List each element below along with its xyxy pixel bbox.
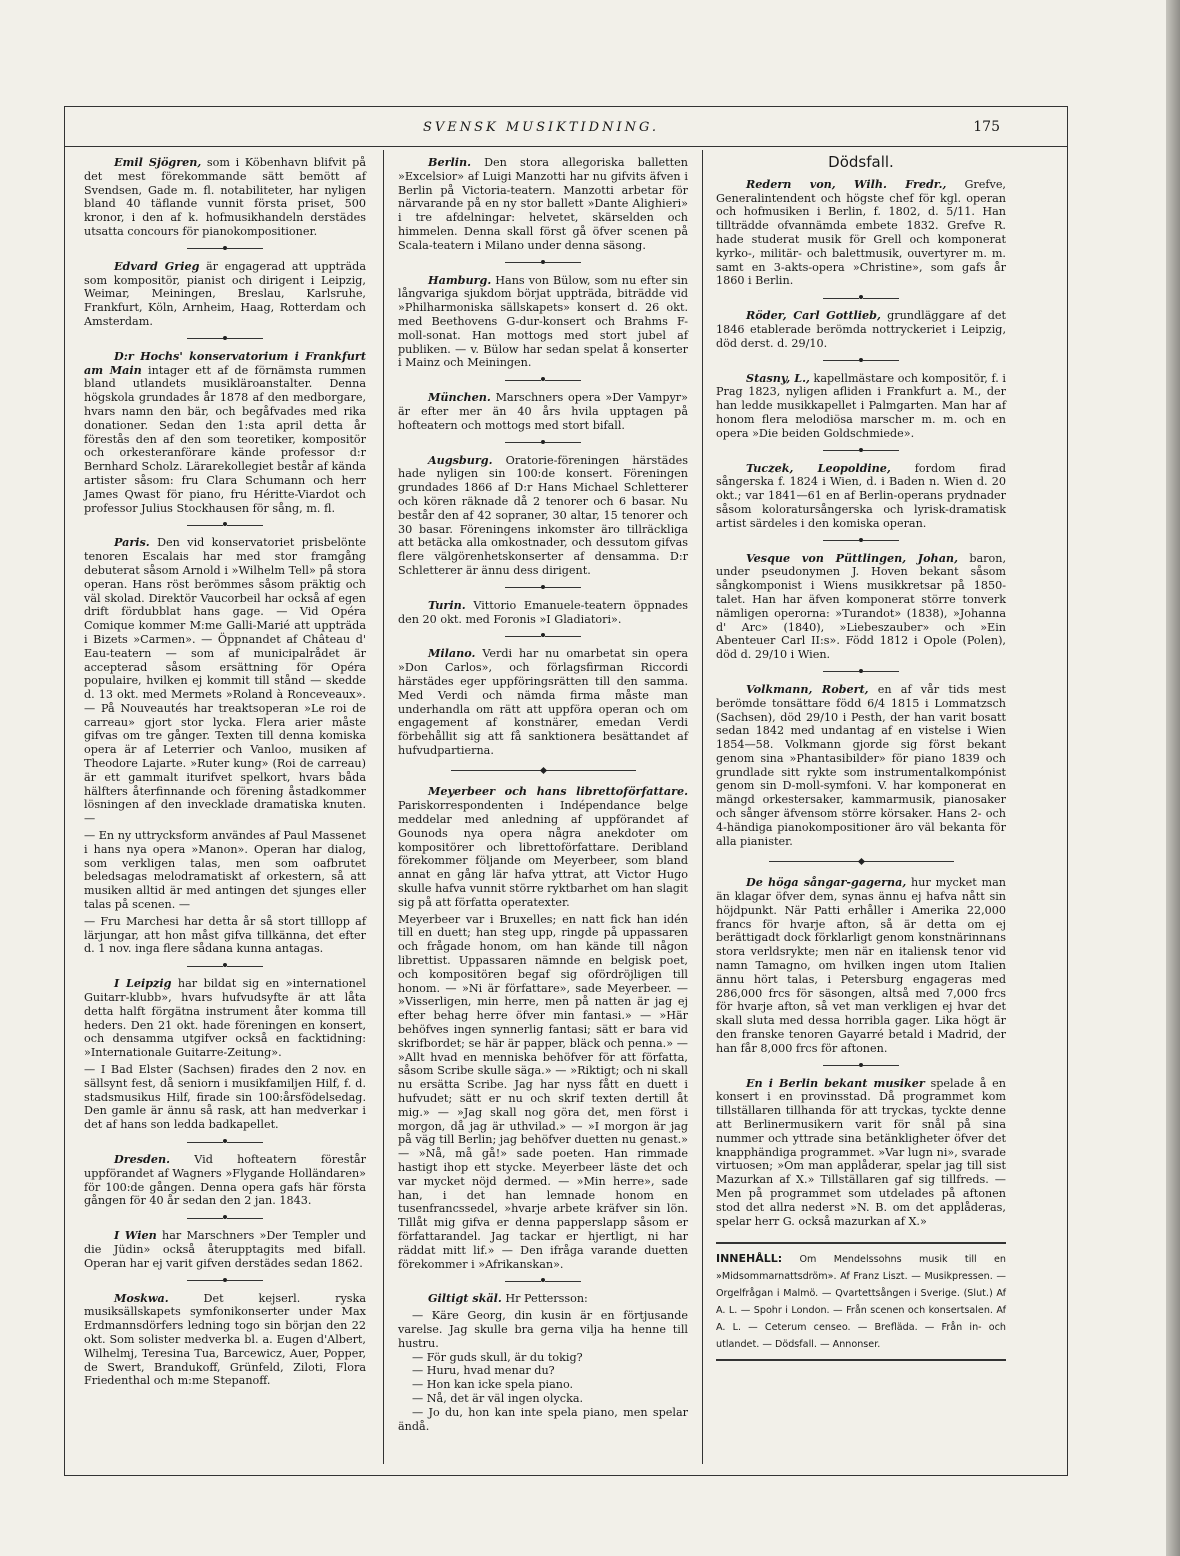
article-paragraph bbox=[716, 552, 1006, 662]
article-heading: Moskwa. bbox=[114, 1290, 169, 1305]
article-heading: De höga sångar-gagerna, bbox=[746, 875, 907, 890]
article-text: — En ny uttrycksform användes af Paul Massenet i hans nya opera »Manon». Operan har dialog, som verkligen talas, men som oafbrutet beledsagas melodramatiskt af orkestern, så att musiken alltid är med antingen det sjunges eller talas på scenen. — bbox=[84, 829, 366, 912]
article-paragraph bbox=[398, 913, 688, 1272]
misc-articles bbox=[716, 876, 1006, 1228]
article-text: Den stora allegoriska balletten »Excelsior» af Luigi Manzotti har nu gifvits äfven i Berlin på Victoria-teatern. Manzotti arbetar för närvarande på en ny stor ballett »Dante Alighieri» i tre afdelningar: helvetet, skärselden och himmelen. Denna skall först gå öfver scenen på Scala-teatern i Milano under denna säsong. bbox=[398, 156, 688, 252]
article-paragraph bbox=[84, 915, 366, 956]
column-divider-1 bbox=[383, 150, 384, 1464]
dialogue-line: — Hon kan icke spela piano. bbox=[412, 1378, 574, 1392]
article-text: som i Köbenhavn blifvit på det mest förekommande sätt bemött af Svendsen, Gade m. fl. notabiliteter, har nyligen bland 40 täflande vunnit första priset, 500 kronor, i den af k. hofmusikhandeln derstädes utsatta concours för pianokompositioner. bbox=[84, 156, 366, 238]
article-text: Det kejserl. ryska musiksällskapets symfonikonserter under Max Erdmannsdörfers ledning togo sin början den 22 okt. Som solister medverka bl. a. Eugen d'Albert, Wilhelmj, Teresina Tua, Barcewicz, Auer, Popper, de Swert, Brandukoff, Grünfeld, Ziloti, Flora Friedenthal och m:me Stepanoff. bbox=[84, 1291, 366, 1388]
column-2 bbox=[398, 156, 688, 1436]
article-heading: Volkmann, Robert, bbox=[746, 681, 869, 696]
article-text: Marschners opera »Der Vampyr» är efter mer än 40 års hvila upptagen på hofteatern och mottogs med stort bifall. bbox=[398, 391, 688, 432]
article-paragraph bbox=[84, 977, 366, 1060]
article-separator bbox=[716, 665, 1006, 678]
page-edge-shadow bbox=[1166, 0, 1180, 1556]
article-text: Verdi har nu omarbetat sin opera »Don Carlos», och förlagsfirman Riccordi härstädes eger uppföringsrätten till den samma. Med Verdi och nämda firma måste man underhandla om rätt att uppföra operan och om engagement af konstnärer, emedan Verdi förbehållit sig att få sanktionera besättandet af hufvudpartierna. bbox=[398, 647, 688, 757]
toc-heading: INNEHÅLL: bbox=[716, 1252, 783, 1266]
dialogue-line: — Nå, det är väl ingen olycka. bbox=[412, 1391, 584, 1405]
article-text: — Fru Marchesi har detta år så stort tilllopp af lärjungar, att hon måst gifva tillkänna, det efter d. 1 nov. inga flere sådana kunna antagas. bbox=[84, 914, 366, 956]
article-separator bbox=[398, 1274, 688, 1287]
article-heading: Augsburg. bbox=[428, 452, 493, 467]
article-paragraph bbox=[84, 1153, 366, 1208]
article-heading: Emil Sjögren, bbox=[114, 155, 202, 169]
article-heading: En i Berlin bekant musiker bbox=[746, 1075, 925, 1090]
article-paragraph bbox=[398, 156, 688, 253]
article-separator bbox=[398, 373, 688, 386]
article-separator bbox=[84, 518, 366, 531]
article-heading: Berlin. bbox=[428, 155, 471, 169]
article-text: spelade å en konsert i en provinsstad. Då programmet kom tillställaren tillhanda för att tryckas, tyckte denne att Berlinermusikern varit för snål på sina nummer och yttrade sina betänkligheter öfver det knapphändiga programmet. »Var lugn ni», svarade virtuosen; »Om man applåderar, spelar jag till sist Mazurkan af X.» Tillställaren gaf sig tillfreds. — Men på programmet som utdelades på aftonen stod det allra nederst »N. B. om det applåderas, spelar herr G. också mazurkan af X.» bbox=[716, 1076, 1006, 1228]
article-paragraph bbox=[716, 1077, 1006, 1229]
article-text: Den vid konservatoriet prisbelönte tenoren Escalais har med stor framgång debuterat såsom Arnold i »Wilhelm Tell» på stora operan. Hans röst berömmes såsom präktig och väl skolad. Direktör Vaucorbeil har också af egen drift fördubblat hans gage. — Vid Opéra Comique kommer M:me Galli-Marié att uppträda i Bizets »Carmen». — Öppnandet af Château d' Eau-teatern — som af municipalrådet är accepterad såsom ersättning för Opéra populaire, hvilken ej kommit till stånd — skedde d. 13 okt. med Mermets »Roland à Ronceveaux». — På Nouveautés har treaktsoperan »Le roi de carreau» gjort stor lycka. Flera arier måste gifvas om tre gånger. Texten till denna komiska opera är af Leterrier och Vanloo, musiken af Theodore Lajarte. »Ruter kung» (Roi de carreau) är ett gammalt iturifvet spelkort, hvars båda hälfters återfinnande och förening åstadkommer lösningen af den invecklade dramatiska knuten. — bbox=[84, 536, 366, 826]
article-paragraph bbox=[716, 683, 1006, 849]
article-heading: I Wien bbox=[114, 1228, 157, 1243]
article-paragraph bbox=[84, 1229, 366, 1270]
article-text: har bildat sig en »internationel Guitarr-klubb», hvars hufvudsyfte är att låta detta halft förgätna instrument åter komma till heders. Den 21 okt. hade föreningen en konsert, och densamma utgifver också en facktidning: »Internationale Guitarre-Zeitung». bbox=[84, 977, 366, 1060]
article-paragraph bbox=[398, 274, 688, 371]
article-heading: Tuczek, Leopoldine, bbox=[746, 460, 891, 475]
article-text: — I Bad Elster (Sachsen) firades den 2 nov. en sällsynt fest, då seniorn i musikfamiljen Hilf, f. d. stadsmusikus Hilf, firade sin 100:årsfödelsedag. Den gamle är ännu så rask, att han medverkar i det af hans son ledda badkapellet. bbox=[84, 1063, 366, 1132]
article-text: kapellmästare och kompositör, f. i Prag 1823, nyligen afliden i Frankfurt a. M., der han ledde musikkapellet i Palmgarten. Man har af honom flera melodiösa marscher m. m. och en opera »Die beiden Goldschmiede». bbox=[716, 371, 1006, 440]
dialogue-line: — Huru, hvad menar du? bbox=[412, 1364, 555, 1378]
article-text: hur mycket man än klagar öfver dem, synas ännu ej hafva nått sin höjdpunkt. När Patti erhåller i Amerika 22,000 francs för hvarje afton, så är detta om ej berättigadt dock förklarligt genom konstnärinnans stora verldsrykte; men när en italiensk tenor vid namn Tamagno, om hvilken ingen utom Italien ännu hört talas, i Petersburg engageras med 286,000 frcs för säsongen, altså med 7,000 frcs för hvarje afton, så vet man verkligen ej hvar det skall sluta med dessa horribla gager. Lika högt är den franske tenoren Gayarré betald i Madrid, der han får 8,000 frcs för aftonen. bbox=[716, 876, 1006, 1055]
article-separator bbox=[84, 959, 366, 972]
article-heading: München. bbox=[428, 390, 491, 405]
article-heading: D:r Hochs' konservatorium i Frankfurt am Main bbox=[84, 348, 366, 377]
article-paragraph bbox=[84, 1292, 366, 1389]
article-heading: Hamburg. bbox=[428, 272, 492, 287]
article-separator bbox=[84, 332, 366, 345]
article-text: Vittorio Emanuele-teatern öppnades den 20 okt. med Foronis »I Gladiatori». bbox=[398, 598, 688, 626]
section-separator bbox=[716, 854, 1006, 868]
page-header bbox=[82, 116, 1000, 140]
article-paragraph bbox=[84, 260, 366, 329]
article-text: fordom firad sångerska f. 1824 i Wien, d. i Baden n. Wien d. 20 okt.; var 1841—61 en af Berlin-operans prydnader såsom koloratursångerska och lyrisk-dramatisk artist särdeles i den komiska operan. bbox=[716, 461, 1006, 530]
article-separator bbox=[398, 581, 688, 594]
article-paragraph bbox=[716, 178, 1006, 288]
article-separator bbox=[84, 242, 366, 255]
article-paragraph bbox=[398, 454, 688, 578]
article-paragraph bbox=[398, 1292, 688, 1306]
article-text: en af vår tids mest berömde tonsättare född 6/4 1815 i Lommatzsch (Sachsen), död 29/10 i Pesth, der han varit bosatt sedan 1842 med undantag af en vistelse i Wien 1854—58. Volkmann gjorde sig först bekant genom sina »Phantasibilder» för piano 1839 och grundlade sitt rykte som instrumentalkompónist genom sin D-moll-symfoni. V. har komponerat en mängd orkestersaker, kammarmusik, pianosaker och sånger äfvensom större körsaker. Hans 2- och 4-händiga pianokompositioner äro väl bekanta för alla pianister. bbox=[716, 682, 1006, 848]
article-separator bbox=[716, 534, 1006, 547]
article-text: Meyerbeer var i Bruxelles; en natt fick han idén till en duett; han steg upp, ringde på uppassaren och frågade honom, om han kände till någon librettist. Uppassaren nämnde en belgisk poet, och kompositören begaf sig ofördröjligen till honom. — »Ni är författare», sade Meyerbeer. — »Visserligen, min herre, men på natten är jag ej efter behag herre öfver min fantasi.» — »Här behöfves ingen synnerlig fantasi; sätt er bara vid skrifbordet; se här är papper, bläck och penna.» — »Allt hvad en menniska behöfver för att författa, såsom Scribe skulle säga.» — »Riktigt; och ni skall nu ersätta Scribe. Jag har nyss fått en duett i hufvudet; sätt er nu och skrif texten dertill åt mig.» — »Jag skall nog göra det, men först i morgon, då jag är uthvilad.» — »I morgon är jag på väg till Berlin; jag behöfver duetten nu genast.» — »Nå, må gå!» sade poeten. Han rimmade hastigt ihop ett stycke. Meyerbeer läste det och var mycket nöjd dermed. — »Min herre», sade han, i det han lemnade honom en tusenfrancssedel, »hvarje arbete kräfver sin lön. Tillåt mig gifva er denna papperslapp såsom er författarandel. Jag tackar er hjertligt, ni har räddat mitt lif.» — Den ifråga varande duetten förekommer i »Afrikanskan». bbox=[398, 912, 688, 1271]
article-paragraph bbox=[84, 156, 366, 239]
section-separator bbox=[398, 764, 688, 778]
article-separator bbox=[716, 444, 1006, 457]
article-text: Grefve, Generalintendent och högste chef för kgl. operan och hofmusiken i Berlin, f. 1802, d. 5/11. Han tillträdde ofvannämda embete 1832. Grefve R. hade studerat musik för Grell och komponerat kyrko-, militär- och balettmusik, ouvertyrer m. m. samt en 3-akts-opera »Christine», som gafs år 1860 i Berlin. bbox=[716, 177, 1006, 288]
article-separator bbox=[716, 354, 1006, 367]
table-of-contents bbox=[716, 1242, 1006, 1361]
article-paragraph bbox=[716, 462, 1006, 531]
article-separator bbox=[716, 1059, 1006, 1072]
article-text: intager ett af de förnämsta rummen bland utlandets musikläroanstalter. Denna högskola grundades år 1878 af den medborgare, hvars namn den bär, och begåfvades med rika donationer. Sedan den 1:sta april detta år förestås den af den som teoretiker, kompositör och orkesteranförare kände professor d:r Bernhard Scholz. Lärarekollegiet består af kända artister såsom: fru Clara Schumann och herr James Qwast för piano, fru Héritte-Viardot och professor Julius Stockhausen för sång, m. fl. bbox=[84, 363, 367, 515]
article-heading: Vesque von Püttlingen, Johan, bbox=[746, 550, 958, 565]
article-heading: Stasny, L., bbox=[746, 370, 810, 385]
article-paragraph bbox=[716, 309, 1006, 350]
article-separator bbox=[84, 1274, 366, 1287]
article-paragraph bbox=[716, 876, 1006, 1055]
article-text: Pariskorrespondenten i Indépendance belge meddelar med anledning af uppförandet af Gounods nya opera några anekdoter om kompositörer och librettoförfattare. Deribland förekommer följande om Meyerbeer, som bland annat en gång lär hafva yttrat, att Victor Hugo skulle hafva vunnit större ryktbarhet om han slagit sig på att författa operatexter. bbox=[398, 799, 688, 909]
article-text: grundläggare af det 1846 etablerade berömda nottryckeriet i Leipzig, död derst. d. 29/10. bbox=[716, 309, 1006, 350]
header-rule bbox=[64, 146, 1068, 147]
article-heading: Redern von, Wilh. Fredr., bbox=[746, 176, 947, 191]
toc-text: Om Mendelssohns musik till en »Midsommarnattsdröm». Af Franz Liszt. — Musikpressen. — Orgelfrågan i Malmö. — Qvartettsången i Sverige. (Slut.) Af A. L. — Spohr i London. — Från scenen och konsertsalen. Af A. L. — Ceterum censeo. — Brefläda. — Från in- och utlandet. — Dödsfall. — Annonser. bbox=[716, 1254, 1006, 1351]
article-text: har Marschners »Der Templer und die Jüdin» också återupptagits med bifall. Operan har ej varit gifven derstädes sedan 1862. bbox=[84, 1229, 366, 1270]
article-heading: Meyerbeer och hans librettoförfattare. bbox=[428, 784, 688, 799]
article-text: Vid hofteatern förestår uppförandet af Wagners »Flygande Holländaren» för 100:de gången. Denna opera gafs här första gången för 40 år sedan den 2 jan. 1843. bbox=[84, 1153, 366, 1208]
article-paragraph bbox=[398, 1309, 688, 1433]
article-paragraph bbox=[716, 372, 1006, 441]
dialogue-line: — Käre Georg, din kusin är en förtjusande varelse. Jag skulle bra gerna vilja ha henne till hustru. bbox=[398, 1309, 688, 1350]
article-text: Oratorie-föreningen härstädes hade nyligen sin 100:de konsert. Föreningen grundades 1866 af D:r Hans Michael Schletterer och kören räknade då 2 tenorer och 6 basar. Nu består den af 42 sopraner, 30 altar, 15 tenorer och 30 basar. Föreningens inkomster äro tillräckliga att betäcka alla omkostnader, och dessutom gifvas flere välgörenhetskonserter af densamma. D:r Schletterer är ännu dess dirigent. bbox=[398, 453, 688, 577]
article-separator bbox=[398, 436, 688, 449]
article-heading: Paris. bbox=[114, 535, 150, 550]
article-paragraph bbox=[398, 391, 688, 432]
article-heading: Edvard Grieg bbox=[114, 258, 200, 273]
page-number: 175 bbox=[973, 119, 1000, 135]
article-separator bbox=[84, 1211, 366, 1224]
article-separator bbox=[84, 1135, 366, 1148]
article-paragraph bbox=[84, 536, 366, 826]
obituaries-list bbox=[716, 178, 1006, 849]
article-paragraph bbox=[84, 829, 366, 912]
article-paragraph bbox=[398, 785, 688, 909]
article-text: baron, under pseudonymen J. Hoven bekant såsom sångkomponist i Wiens musikkretsar på 1850-talet. Han har äfven komponerat större tonverk nämligen operorna: »Turandot» (1838), »Johanna d' Arc» (1840), »Liebeszauber» och »Ein Abenteuer Carl II:s». Född 1812 i Opole (Polen), död d. 29/10 i Wien. bbox=[716, 551, 1006, 662]
article-heading: Röder, Carl Gottlieb, bbox=[746, 308, 881, 323]
article-paragraph bbox=[84, 350, 366, 516]
article-heading: I Leipzig bbox=[114, 976, 172, 991]
article-heading: Turin. bbox=[428, 597, 466, 612]
article-heading: Giltigt skäl. bbox=[428, 1291, 502, 1306]
journal-title: SVENSK MUSIKTIDNING. bbox=[422, 120, 660, 135]
article-text: Hans von Bülow, som nu efter sin långvariga sjukdom börjat uppträda, biträdde vid »Philharmoniska sällskapets» konsert d. 26 okt. med Beethovens G-dur-konsert och Brahms F-moll-sonat. Han mottogs med stort jubel af publiken. — v. Bülow har sedan spelat å konserter i Mainz och Meiningen. bbox=[398, 273, 688, 370]
article-separator bbox=[398, 629, 688, 642]
article-paragraph bbox=[84, 1063, 366, 1132]
article-paragraph bbox=[398, 599, 688, 627]
dialogue-line: — För guds skull, är du tokig? bbox=[412, 1350, 583, 1364]
dialogue-line: — Jo du, hon kan inte spela piano, men spelar ändå. bbox=[398, 1405, 688, 1433]
article-separator bbox=[716, 291, 1006, 304]
article-separator bbox=[398, 256, 688, 269]
article-heading: Milano. bbox=[428, 646, 476, 661]
column-1 bbox=[84, 156, 366, 1391]
article-heading: Dresden. bbox=[114, 1152, 170, 1166]
article-text: Hr Pettersson: bbox=[501, 1292, 588, 1306]
obituaries-title: Dödsfall. bbox=[828, 153, 894, 171]
article-paragraph bbox=[398, 647, 688, 757]
column-divider-2 bbox=[702, 150, 703, 1464]
column-3 bbox=[716, 153, 1006, 1361]
article-text: är engagerad att uppträda som kompositör, pianist och dirigent i Leipzig, Weimar, Meiningen, Breslau, Karlsruhe, Frankfurt, Köln, Arnheim, Haag, Rotterdam och Amsterdam. bbox=[84, 259, 366, 328]
